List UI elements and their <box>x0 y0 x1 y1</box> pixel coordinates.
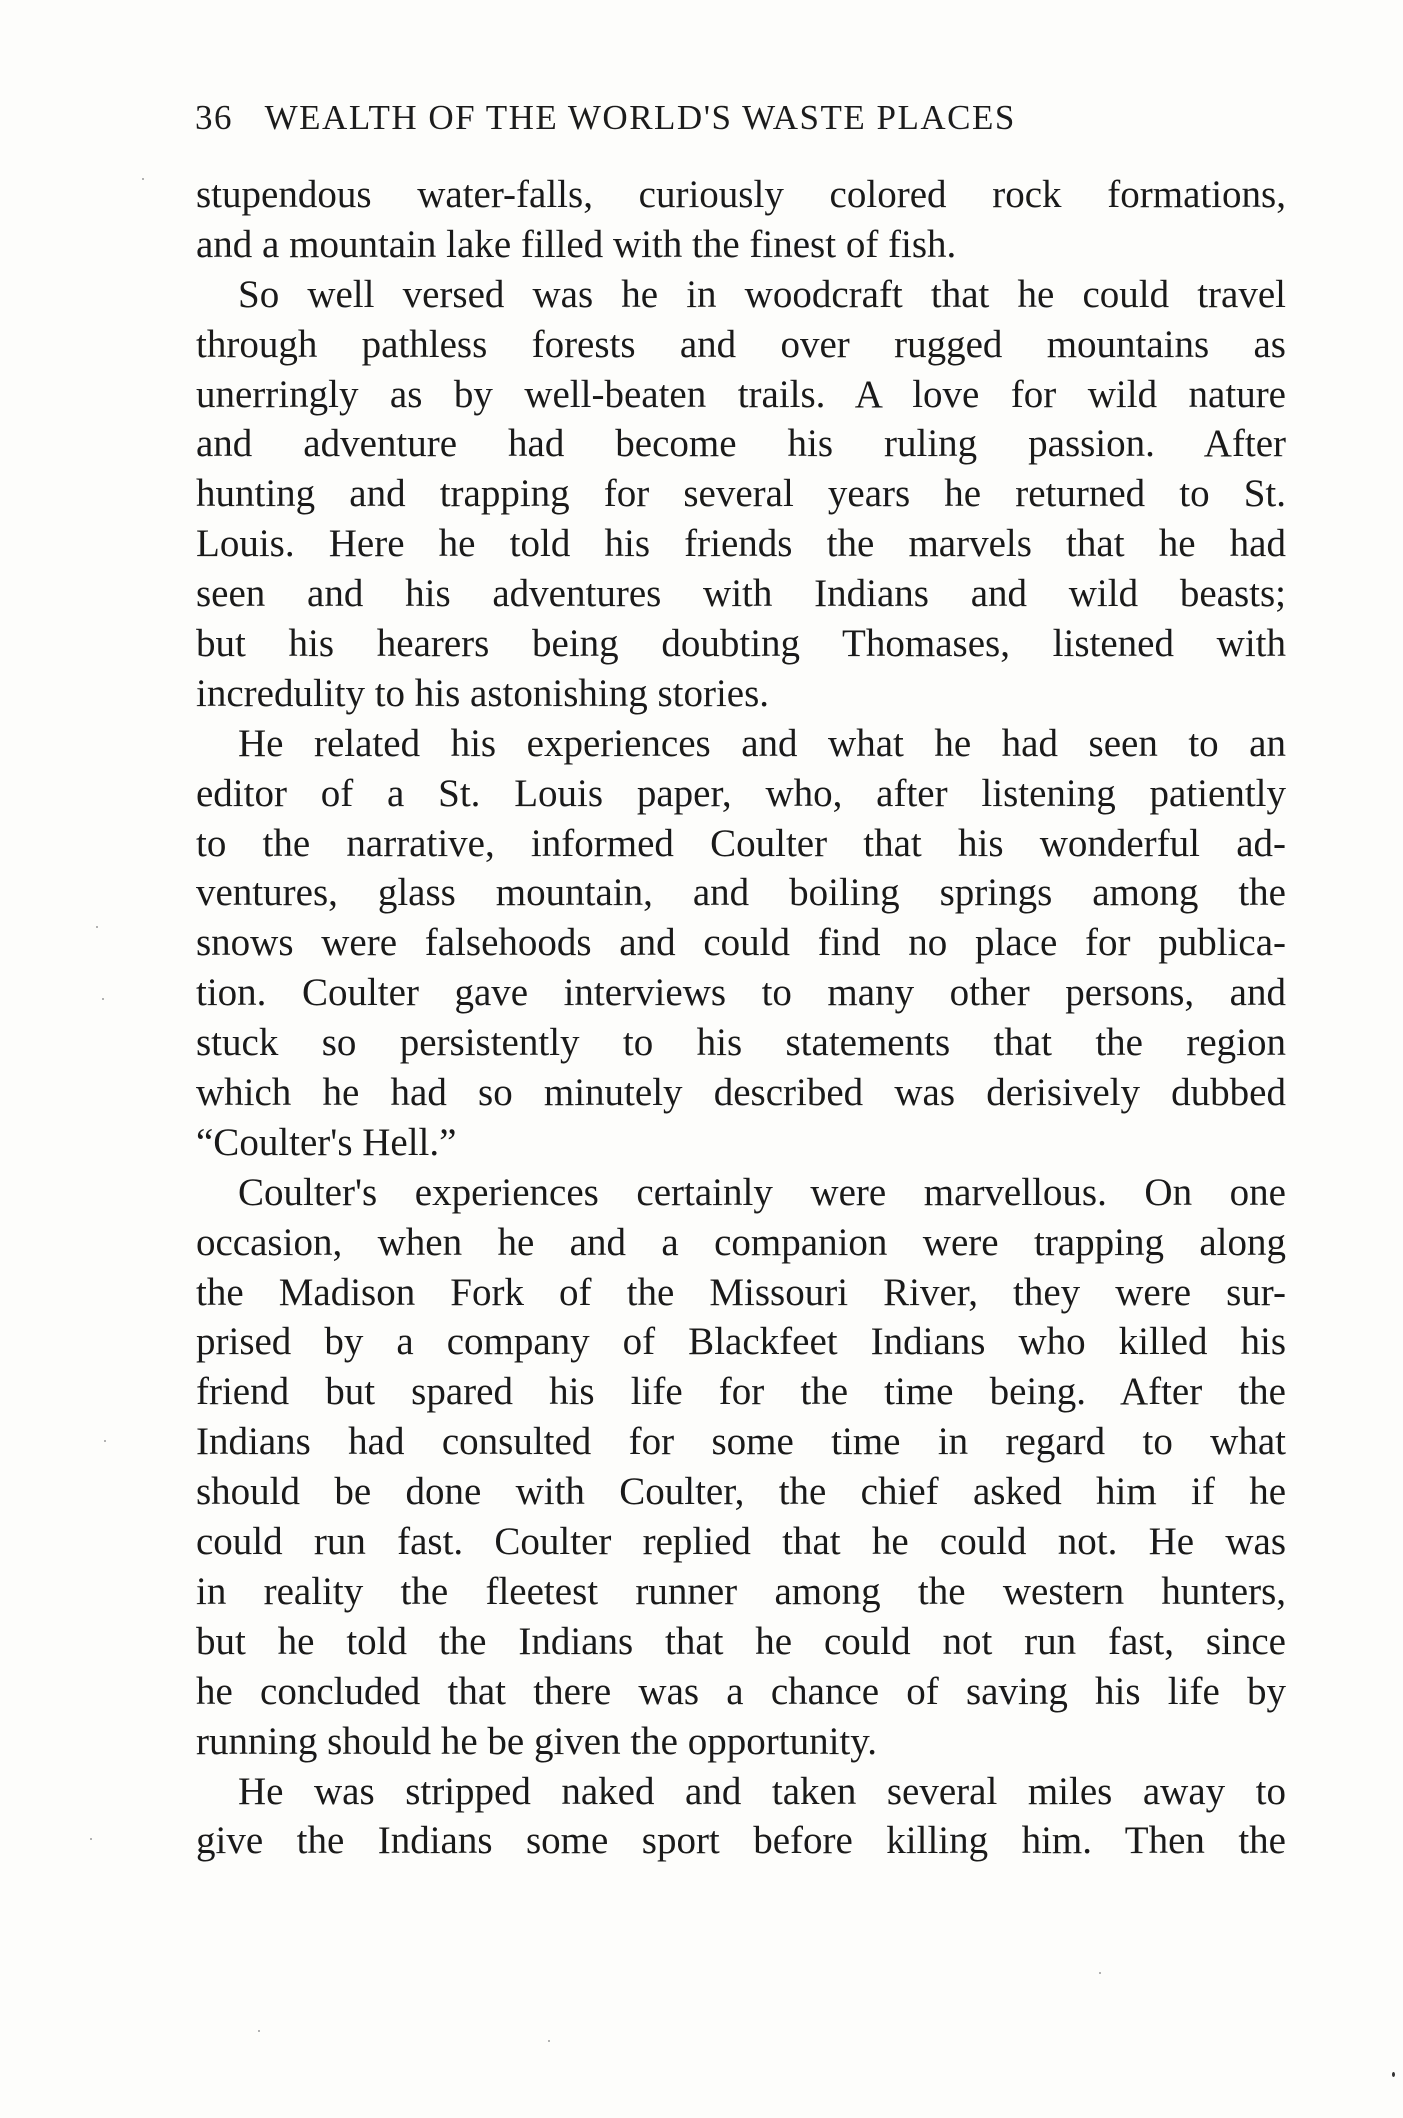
paper-speck <box>548 2040 550 2042</box>
text-line: hunting and trapping for several years he returned to St. <box>196 472 1286 516</box>
text-line: tion. Coulter gave interviews to many other persons, and <box>196 971 1286 1015</box>
text-line: through pathless forests and over rugged mountains as <box>196 322 1286 366</box>
text-line: unerringly as by well-beaten trails. A love for wild nature <box>196 372 1286 416</box>
text-line: Indians had consulted for some time in regard to what <box>196 1420 1286 1464</box>
text-line: friend but spared his life for the time being. After the <box>196 1370 1286 1414</box>
book-title: WEALTH OF THE WORLD'S WASTE PLACES <box>264 98 1016 137</box>
paragraph-5 <box>196 1767 1286 1867</box>
text-line: He related his experiences and what he had seen to an <box>238 721 1286 765</box>
text-line: Coulter's experiences certainly were marvellous. On one <box>238 1170 1286 1214</box>
text-line: prised by a company of Blackfeet Indians who killed his <box>196 1320 1286 1364</box>
text-line: editor of a St. Louis paper, who, after listening patiently <box>196 771 1286 815</box>
paragraph-1 <box>196 170 1286 270</box>
paragraph-3 <box>196 719 1286 1168</box>
text-line: stupendous water-falls, curiously colored rock formations, <box>196 173 1286 216</box>
text-line: Louis. Here he told his friends the marvels that he had <box>196 522 1286 566</box>
text-line: running should he be given the opportunity. <box>196 1719 877 1763</box>
text-line: occasion, when he and a companion were trapping along <box>196 1220 1286 1264</box>
text-line: he concluded that there was a chance of saving his life by <box>196 1669 1286 1713</box>
text-line: and adventure had become his ruling passion. After <box>196 422 1286 466</box>
text-line: seen and his adventures with Indians and wild beasts; <box>196 572 1286 616</box>
text-line: ventures, glass mountain, and boiling springs among the <box>196 871 1286 915</box>
text-line: and a mountain lake filled with the finest of fish. <box>196 222 957 266</box>
text-line: the Madison Fork of the Missouri River, they were sur- <box>196 1270 1286 1314</box>
text-line: could run fast. Coulter replied that he could not. He was <box>196 1520 1286 1564</box>
text-line: in reality the fleetest runner among the western hunters, <box>196 1569 1286 1613</box>
text-line: give the Indians some sport before killing him. Then the <box>196 1819 1286 1863</box>
body-text <box>196 170 1286 1866</box>
text-line: “Coulter's Hell.” <box>196 1120 457 1164</box>
text-line: stuck so persistently to his statements that the region <box>196 1021 1286 1065</box>
paragraph-2 <box>196 270 1286 719</box>
paper-speck <box>1099 1972 1101 1974</box>
text-line: incredulity to his astonishing stories. <box>196 671 770 715</box>
paper-speck <box>96 926 98 928</box>
text-line: which he had so minutely described was derisively dubbed <box>196 1071 1286 1115</box>
text-line: should be done with Coulter, the chief asked him if he <box>196 1470 1286 1514</box>
text-line: to the narrative, informed Coulter that his wonderful ad- <box>196 821 1286 865</box>
text-line: He was stripped naked and taken several miles away to <box>238 1769 1286 1813</box>
paper-speck <box>102 998 104 1000</box>
paper-speck <box>142 178 144 180</box>
paper-speck <box>258 2030 260 2032</box>
paper-speck <box>90 1838 92 1840</box>
text-line: but his hearers being doubting Thomases, listened with <box>196 622 1286 666</box>
paragraph-4 <box>196 1168 1286 1767</box>
text-line: but he told the Indians that he could not run fast, since <box>196 1619 1286 1663</box>
page-number: 36 <box>195 98 233 137</box>
text-line: snows were falsehoods and could find no place for publica- <box>196 921 1286 965</box>
text-line: So well versed was he in woodcraft that he could travel <box>238 272 1286 316</box>
running-head <box>195 98 1205 138</box>
paper-speck <box>1392 2072 1395 2077</box>
paper-speck <box>104 1440 106 1442</box>
